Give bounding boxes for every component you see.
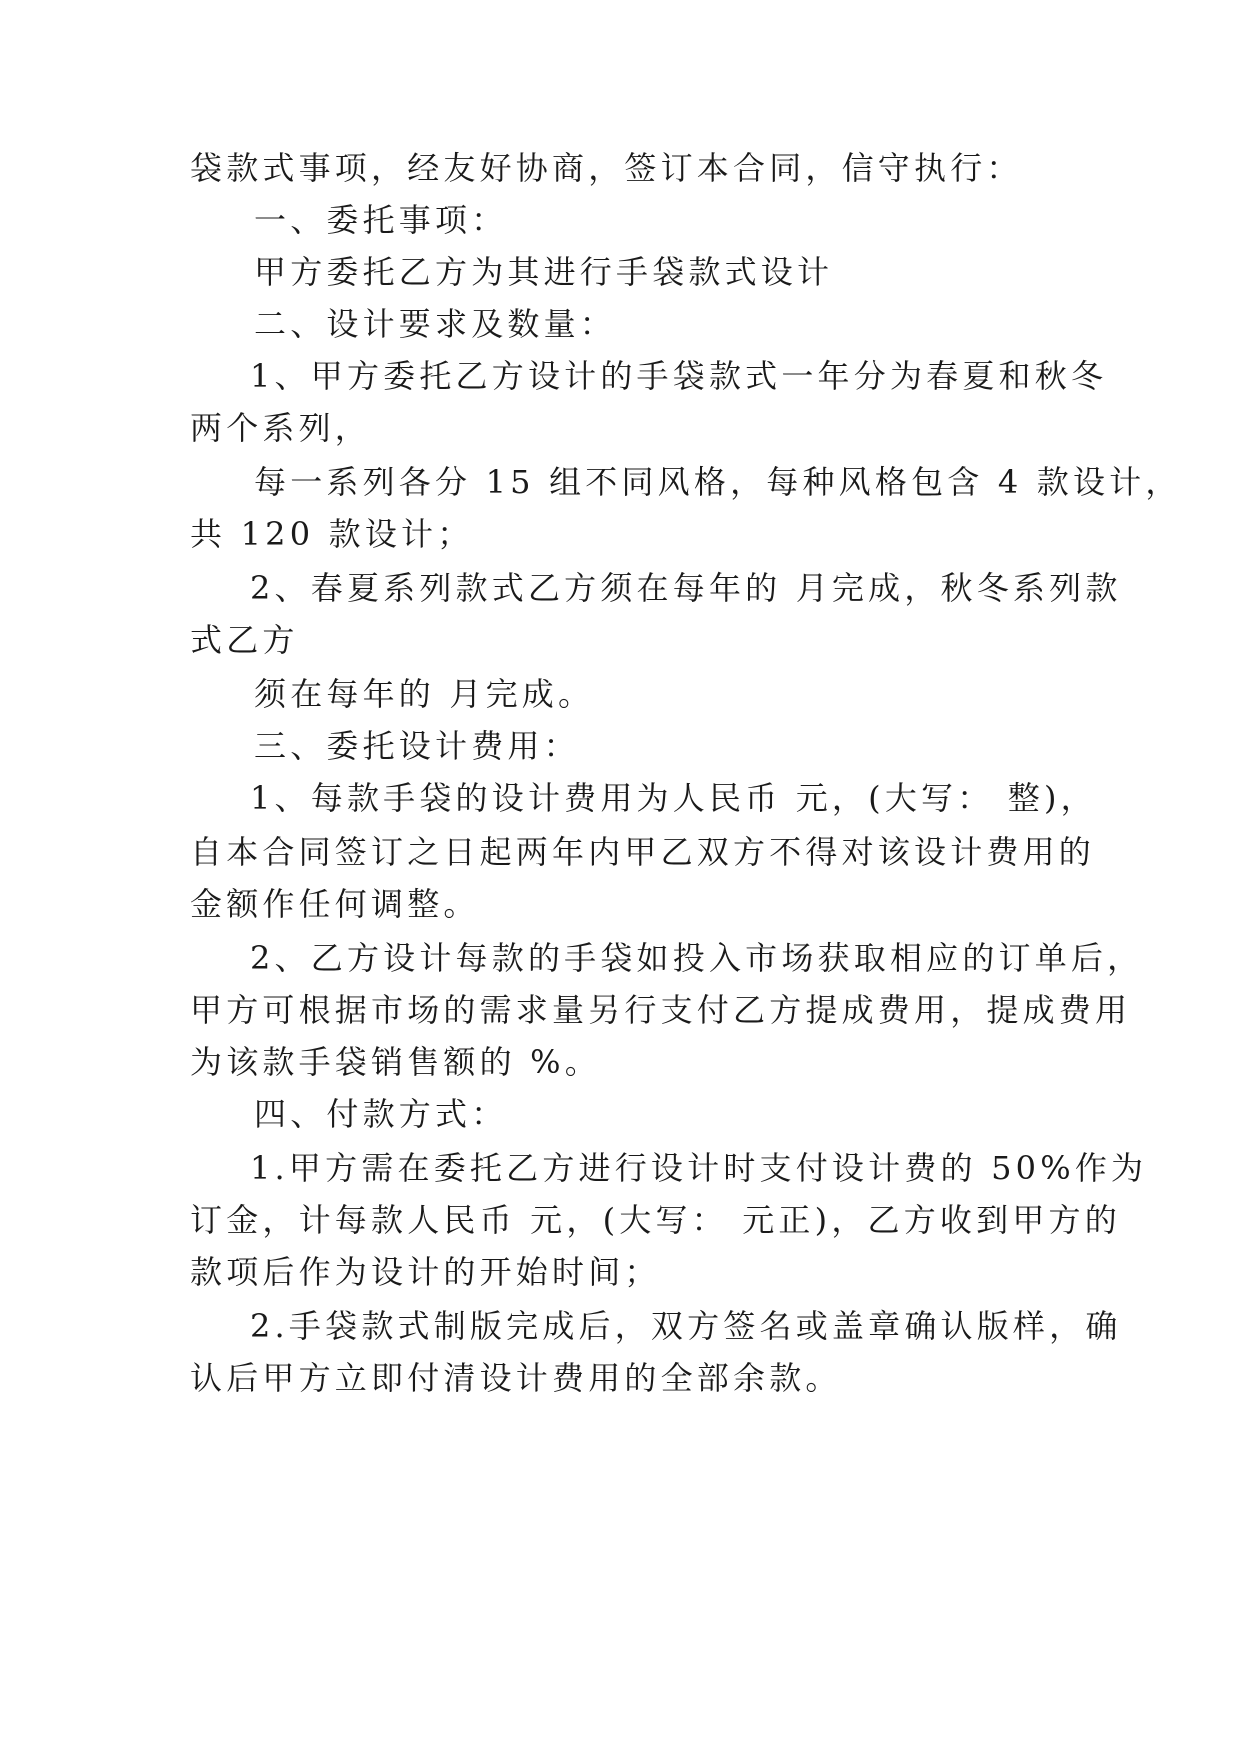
section-heading-1: 一、委托事项：	[254, 201, 508, 239]
clause-line: 为该款手袋销售额的 %。	[190, 1043, 601, 1081]
clause-line: 甲方可根据市场的需求量另行支付乙方提成费用，提成费用	[190, 991, 1132, 1029]
clause-line: 2、春夏系列款式乙方须在每年的 月完成，秋冬系列款	[250, 569, 1122, 607]
clause-line: 共 120 款设计；	[190, 515, 474, 553]
clause-line: 款项后作为设计的开始时间；	[190, 1253, 661, 1291]
clause-line: 自本合同签订之日起两年内甲乙双方不得对该设计费用的	[190, 833, 1096, 871]
clause-line: 2.手袋款式制版完成后，双方签名或盖章确认版样，确	[250, 1307, 1122, 1345]
clause-line: 1、甲方委托乙方设计的手袋款式一年分为春夏和秋冬	[250, 357, 1108, 395]
section-heading-3: 三、委托设计费用：	[254, 727, 580, 765]
paragraph-line: 甲方委托乙方为其进行手袋款式设计	[254, 253, 834, 291]
clause-line: 1.甲方需在委托乙方进行设计时支付设计费的 50%作为	[250, 1149, 1148, 1187]
clause-line: 式乙方	[190, 621, 299, 659]
section-heading-4: 四、付款方式：	[254, 1095, 508, 1133]
clause-line: 每一系列各分 15 组不同风格，每种风格包含 4 款设计，	[254, 463, 1182, 501]
clause-line: 两个系列，	[190, 409, 372, 447]
section-heading-2: 二、设计要求及数量：	[254, 305, 617, 343]
clause-line: 订金，计每款人民币 元，(大写： 元正)，乙方收到甲方的	[190, 1201, 1121, 1239]
clause-line: 金额作任何调整。	[190, 885, 480, 923]
clause-line: 认后甲方立即付清设计费用的全部余款。	[190, 1359, 842, 1397]
paragraph-line-intro: 袋款式事项，经友好协商，签订本合同，信守执行：	[190, 149, 1023, 187]
clause-line: 须在每年的 月完成。	[254, 675, 595, 713]
clause-line: 1、每款手袋的设计费用为人民币 元，(大写： 整)，	[250, 779, 1097, 817]
clause-line: 2、乙方设计每款的手袋如投入市场获取相应的订单后，	[250, 939, 1144, 977]
